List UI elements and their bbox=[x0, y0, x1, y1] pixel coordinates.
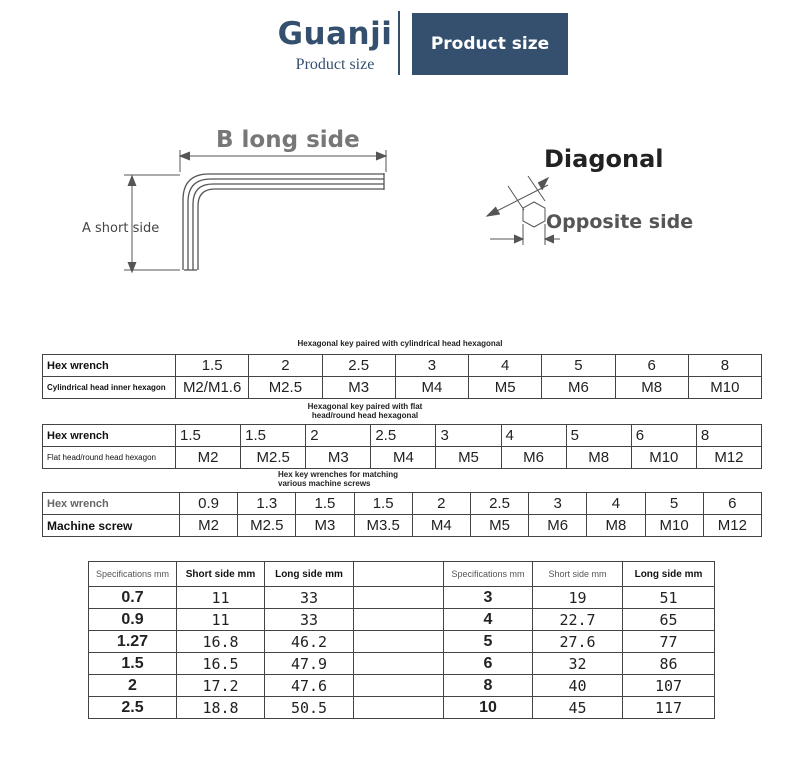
short-cell: 16.8 bbox=[177, 631, 265, 653]
spacer-cell bbox=[354, 653, 444, 675]
long-cell: 33 bbox=[265, 609, 354, 631]
table-cell: M3.5 bbox=[354, 515, 412, 537]
table-row bbox=[43, 377, 762, 399]
table-cell: 1.5 bbox=[176, 355, 249, 377]
table-cell: M3 bbox=[306, 447, 371, 469]
table-cell: M4 bbox=[371, 447, 436, 469]
short-cell: 32 bbox=[533, 653, 623, 675]
spec-cell: 1.5 bbox=[89, 653, 177, 675]
long-cell: 117 bbox=[623, 697, 715, 719]
a-short-side-label: A short side bbox=[82, 221, 160, 236]
specifications-header: Specifications mm bbox=[444, 562, 533, 587]
long-cell: 65 bbox=[623, 609, 715, 631]
row-label: Flat head/round head hexagon bbox=[43, 447, 176, 469]
table-row bbox=[89, 631, 715, 653]
long-cell: 77 bbox=[623, 631, 715, 653]
table-cell: 2 bbox=[306, 425, 371, 447]
brand-name: Guanji bbox=[277, 16, 393, 52]
table-cell: 6 bbox=[703, 493, 761, 515]
table-cell: M6 bbox=[501, 447, 566, 469]
table-cell: M3 bbox=[322, 377, 395, 399]
table3-caption: Hex key wrenches for matching various machine screws bbox=[278, 470, 399, 488]
size-table bbox=[88, 561, 715, 719]
table-cell: 1.5 bbox=[176, 425, 241, 447]
specifications-header: Specifications mm bbox=[89, 562, 177, 587]
table-cell: M6 bbox=[529, 515, 587, 537]
short-cell: 17.2 bbox=[177, 675, 265, 697]
long-side-header: Long side mm bbox=[623, 562, 715, 587]
table2-caption: Hexagonal key paired with flat head/round head hexagonal bbox=[307, 402, 423, 420]
spec-cell: 1.27 bbox=[89, 631, 177, 653]
short-cell: 45 bbox=[533, 697, 623, 719]
row-label: Hex wrench bbox=[43, 355, 176, 377]
long-cell: 107 bbox=[623, 675, 715, 697]
table-cell: M10 bbox=[688, 377, 761, 399]
diagonal-label: Diagonal bbox=[544, 145, 664, 173]
spec-cell: 4 bbox=[444, 609, 533, 631]
short-cell: 16.5 bbox=[177, 653, 265, 675]
row-label: Cylindrical head inner hexagon bbox=[43, 377, 176, 399]
table1-caption: Hexagonal key paired with cylindrical head hexagonal bbox=[297, 339, 503, 348]
spec-cell: 10 bbox=[444, 697, 533, 719]
spacer-cell bbox=[354, 675, 444, 697]
row-label: Hex wrench bbox=[43, 425, 176, 447]
opposite-side-label: Opposite side bbox=[546, 211, 694, 233]
short-cell: 11 bbox=[177, 587, 265, 609]
table-cell: M10 bbox=[645, 515, 703, 537]
table-cell: 5 bbox=[542, 355, 615, 377]
spacer-cell bbox=[354, 697, 444, 719]
short-cell: 19 bbox=[533, 587, 623, 609]
product-size-badge: Product size bbox=[412, 13, 568, 75]
table-row bbox=[43, 355, 762, 377]
table-cell: 2 bbox=[249, 355, 322, 377]
long-side-header: Long side mm bbox=[265, 562, 354, 587]
b-long-side-label: B long side bbox=[216, 127, 360, 153]
short-cell: 40 bbox=[533, 675, 623, 697]
table-cell: 8 bbox=[696, 425, 761, 447]
table-row bbox=[89, 675, 715, 697]
table-header-row bbox=[89, 562, 715, 587]
table-row bbox=[89, 653, 715, 675]
table-row bbox=[43, 425, 762, 447]
spec-cell: 2.5 bbox=[89, 697, 177, 719]
table-cell: M2 bbox=[176, 447, 241, 469]
table-row bbox=[89, 609, 715, 631]
table-cell: 4 bbox=[501, 425, 566, 447]
spacer-cell bbox=[354, 562, 444, 587]
table-cell: M5 bbox=[470, 515, 528, 537]
table-cell: M2.5 bbox=[249, 377, 322, 399]
long-cell: 47.6 bbox=[265, 675, 354, 697]
short-side-header: Short side mm bbox=[177, 562, 265, 587]
row-label: Machine screw bbox=[43, 515, 180, 537]
table-cell: M8 bbox=[587, 515, 645, 537]
flat-head-table bbox=[42, 424, 762, 469]
spec-cell: 0.7 bbox=[89, 587, 177, 609]
long-cell: 51 bbox=[623, 587, 715, 609]
table-cell: 0.9 bbox=[180, 493, 238, 515]
table-row bbox=[43, 493, 762, 515]
table-cell: 1.5 bbox=[354, 493, 412, 515]
table-cell: M5 bbox=[469, 377, 542, 399]
table-cell: M6 bbox=[542, 377, 615, 399]
table-cell: 3 bbox=[436, 425, 501, 447]
table-cell: M2 bbox=[180, 515, 238, 537]
table-cell: 1.5 bbox=[296, 493, 354, 515]
table-cell: 2.5 bbox=[470, 493, 528, 515]
table-cell: 2.5 bbox=[371, 425, 436, 447]
spec-cell: 6 bbox=[444, 653, 533, 675]
table-cell: M2/M1.6 bbox=[176, 377, 249, 399]
spec-cell: 8 bbox=[444, 675, 533, 697]
table-cell: M10 bbox=[631, 447, 696, 469]
table-cell: M4 bbox=[412, 515, 470, 537]
short-cell: 11 bbox=[177, 609, 265, 631]
spec-cell: 2 bbox=[89, 675, 177, 697]
table-row bbox=[43, 447, 762, 469]
long-cell: 50.5 bbox=[265, 697, 354, 719]
table-cell: M5 bbox=[436, 447, 501, 469]
short-cell: 18.8 bbox=[177, 697, 265, 719]
table-row bbox=[89, 587, 715, 609]
hex-key-diagrams bbox=[0, 0, 800, 300]
table-cell: M8 bbox=[566, 447, 631, 469]
table-row bbox=[89, 697, 715, 719]
short-side-header: Short side mm bbox=[533, 562, 623, 587]
long-cell: 47.9 bbox=[265, 653, 354, 675]
brand-subtitle: Product size bbox=[295, 56, 375, 73]
long-cell: 33 bbox=[265, 587, 354, 609]
table-cell: 2 bbox=[412, 493, 470, 515]
l-shaped-hex-key-icon bbox=[183, 173, 384, 270]
table-cell: M3 bbox=[296, 515, 354, 537]
table-cell: M12 bbox=[703, 515, 761, 537]
spacer-cell bbox=[354, 631, 444, 653]
row-label: Hex wrench bbox=[43, 493, 180, 515]
machine-screw-table bbox=[42, 492, 762, 537]
spacer-cell bbox=[354, 609, 444, 631]
table-cell: 5 bbox=[566, 425, 631, 447]
table-cell: 6 bbox=[615, 355, 688, 377]
spec-cell: 5 bbox=[444, 631, 533, 653]
spec-cell: 0.9 bbox=[89, 609, 177, 631]
table-cell: M2.5 bbox=[238, 515, 296, 537]
table-cell: 1.3 bbox=[238, 493, 296, 515]
table-cell: 4 bbox=[587, 493, 645, 515]
table-cell: 3 bbox=[395, 355, 468, 377]
table-cell: M12 bbox=[696, 447, 761, 469]
table-cell: 3 bbox=[529, 493, 587, 515]
table-cell: 5 bbox=[645, 493, 703, 515]
table-cell: 8 bbox=[688, 355, 761, 377]
table-row bbox=[43, 515, 762, 537]
table-cell: M4 bbox=[395, 377, 468, 399]
table-cell: 6 bbox=[631, 425, 696, 447]
table-cell: 2.5 bbox=[322, 355, 395, 377]
long-cell: 86 bbox=[623, 653, 715, 675]
dimension-lines bbox=[124, 150, 386, 272]
table-cell: 4 bbox=[469, 355, 542, 377]
short-cell: 22.7 bbox=[533, 609, 623, 631]
long-cell: 46.2 bbox=[265, 631, 354, 653]
table-cell: M8 bbox=[615, 377, 688, 399]
short-cell: 27.6 bbox=[533, 631, 623, 653]
cylindrical-head-table bbox=[42, 354, 762, 399]
table-cell: M2.5 bbox=[241, 447, 306, 469]
spacer-cell bbox=[354, 587, 444, 609]
spec-cell: 3 bbox=[444, 587, 533, 609]
table-cell: 1.5 bbox=[241, 425, 306, 447]
